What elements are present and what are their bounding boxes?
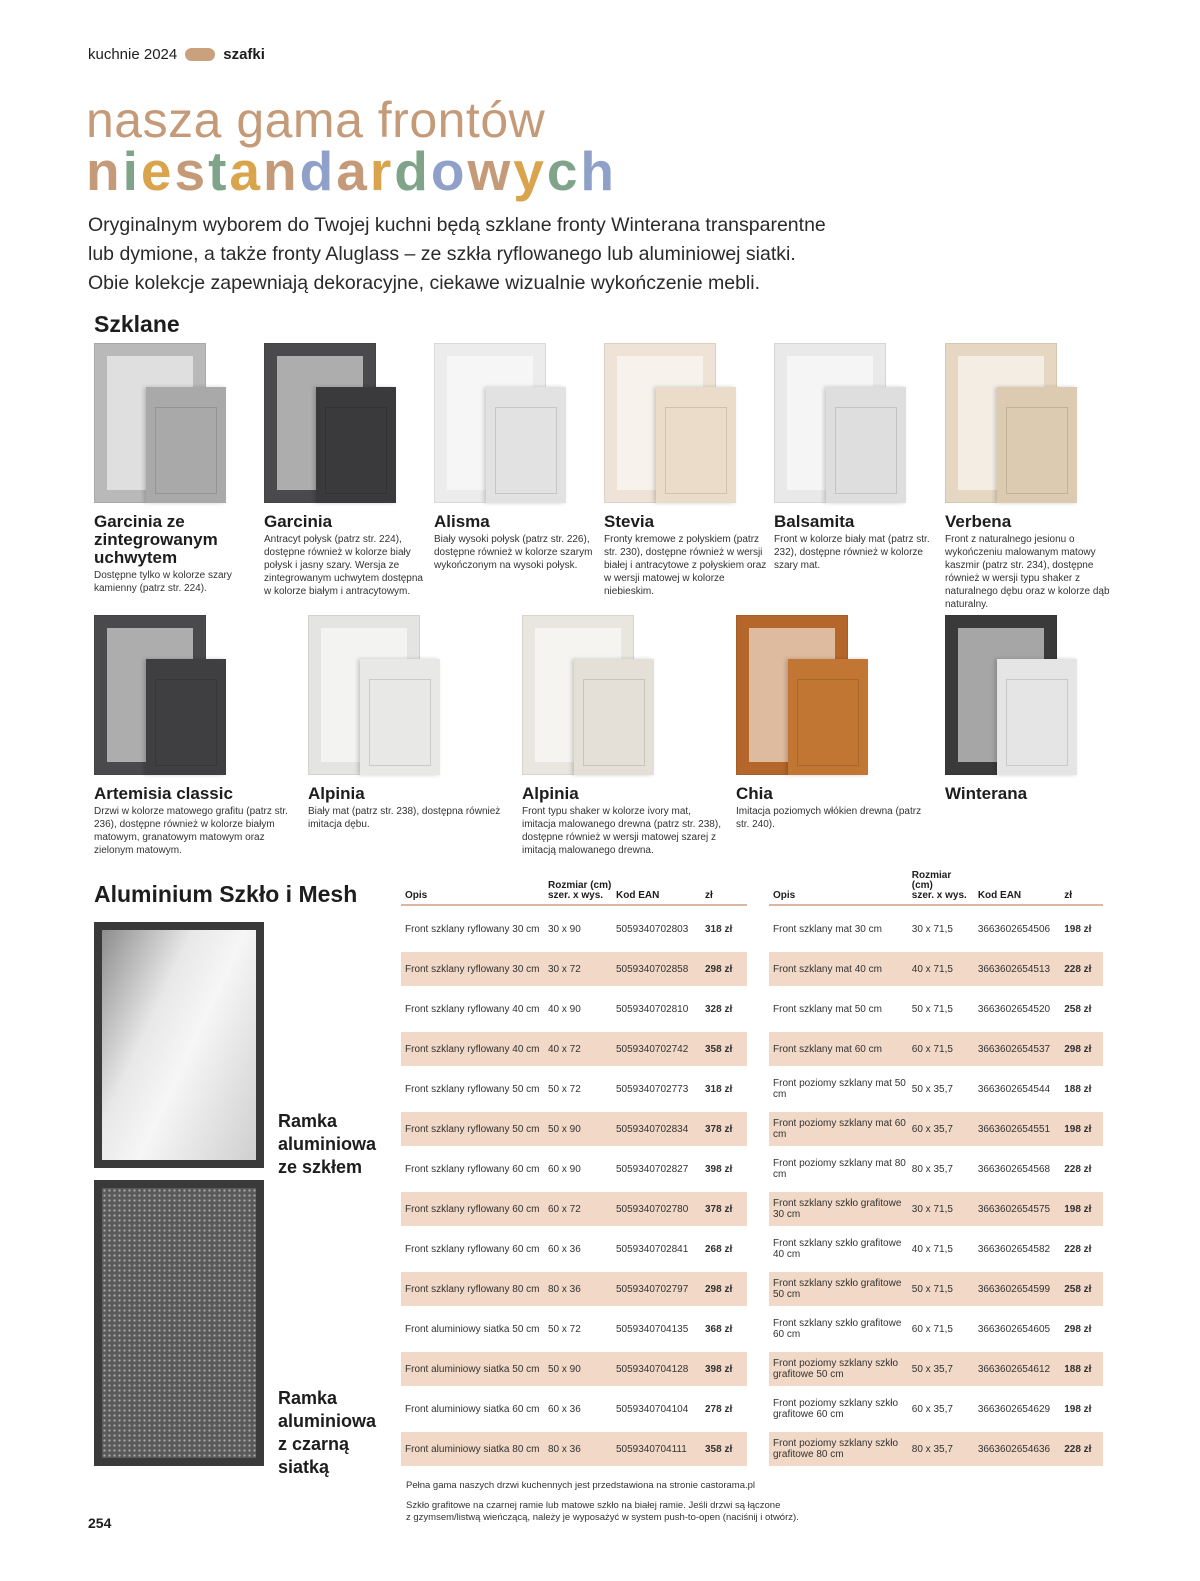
cell-size: 50 x 71,5	[911, 1003, 953, 1015]
cell-opis: Front szklany szkło grafitowe 40 cm	[773, 1238, 902, 1260]
breadcrumb-separator	[185, 48, 215, 61]
cell-price: 228 zł	[1064, 963, 1092, 975]
product-card	[434, 343, 602, 572]
table-row	[769, 1312, 1103, 1346]
product-name: Alpinia	[522, 784, 579, 803]
col-size: Rozmiar (cm) szer. x wys.	[548, 880, 612, 901]
table-row	[769, 1432, 1103, 1466]
table-row	[401, 912, 747, 946]
product-card	[522, 615, 722, 857]
col-ean: Kod EAN	[977, 890, 1022, 901]
price-table-right	[769, 870, 1103, 1466]
cell-price: 368 zł	[705, 1323, 733, 1335]
cell-price: 228 zł	[1064, 1443, 1092, 1455]
cell-size: 30 x 72	[548, 963, 581, 975]
cell-price: 318 zł	[705, 923, 733, 935]
table-row	[401, 992, 747, 1026]
col-price: zł	[705, 890, 713, 901]
product-description: Imitacja poziomych włókien drewna (patrz str. 240).	[736, 806, 922, 830]
product-card	[94, 615, 294, 857]
product-name: Verbena	[945, 512, 1012, 531]
product-image	[434, 343, 602, 505]
product-image	[264, 343, 432, 505]
cell-price: 258 zł	[1064, 1283, 1092, 1295]
cell-price: 188 zł	[1064, 1363, 1092, 1375]
cell-opis: Front szklany mat 30 cm	[773, 923, 882, 935]
title-letter: n	[263, 140, 300, 202]
product-card	[945, 343, 1110, 611]
cell-price: 378 zł	[705, 1203, 733, 1215]
cell-size: 60 x 35,7	[911, 1403, 953, 1415]
page-title-line2	[86, 140, 617, 202]
cell-price: 278 zł	[705, 1403, 733, 1415]
cell-ean: 5059340704135	[616, 1323, 689, 1335]
product-description: Fronty kremowe z połyskiem (patrz str. 230), dostępne również w wersji białej i antracytowe z połyskiem oraz w wersji matowej w kolorze niebieskim.	[604, 534, 767, 597]
product-image	[522, 615, 722, 777]
product-name: Artemisia classic	[94, 784, 233, 803]
product-image	[94, 343, 262, 505]
title-letter: y	[513, 140, 547, 202]
cell-price: 298 zł	[705, 963, 733, 975]
cell-price: 298 zł	[1064, 1043, 1092, 1055]
breadcrumb-section: szafki	[223, 46, 265, 63]
product-image	[945, 615, 1110, 777]
col-ean: Kod EAN	[616, 890, 660, 901]
product-name: Alisma	[434, 512, 490, 531]
cell-size: 50 x 72	[548, 1083, 581, 1095]
table-row	[769, 1112, 1103, 1146]
cell-opis: Front szklany ryflowany 30 cm	[405, 963, 540, 975]
frame-mesh-caption: Ramka aluminiowa z czarną siatką	[278, 1388, 377, 1477]
cell-ean: 3663602654582	[977, 1243, 1051, 1255]
product-card	[945, 615, 1110, 805]
cell-ean: 5059340702780	[616, 1203, 689, 1215]
product-description: Biały wysoki połysk (patrz str. 226), dostępne również w kolorze szarym wykończonym na wysoki połysk.	[434, 534, 593, 571]
cell-size: 60 x 71,5	[911, 1323, 953, 1335]
cell-opis: Front szklany szkło grafitowe 60 cm	[773, 1318, 902, 1340]
cell-opis: Front szklany ryflowany 60 cm	[405, 1163, 540, 1175]
table-row	[401, 1232, 747, 1266]
intro-text	[88, 211, 988, 298]
col-price: zł	[1064, 890, 1072, 901]
cell-ean: 3663602654612	[977, 1363, 1051, 1375]
cell-size: 40 x 90	[548, 1003, 581, 1015]
table-row	[769, 912, 1103, 946]
cell-opis: Front poziomy szklany szkło grafitowe 50 cm	[773, 1358, 899, 1380]
cell-opis: Front szklany ryflowany 40 cm	[405, 1043, 540, 1055]
table-row	[401, 1312, 747, 1346]
title-letter: c	[546, 140, 581, 202]
cell-price: 188 zł	[1064, 1083, 1092, 1095]
cell-size: 80 x 35,7	[911, 1443, 953, 1455]
table-row	[769, 1152, 1103, 1186]
intro-line: Obie kolekcje zapewniają dekoracyjne, ciekawe wizualnie wykończenie mebli.	[88, 272, 761, 294]
cell-opis: Front poziomy szklany mat 80 cm	[773, 1158, 906, 1180]
table-row	[401, 1432, 747, 1466]
cell-price: 398 zł	[705, 1163, 733, 1175]
cell-price: 258 zł	[1064, 1003, 1092, 1015]
frame-mesh-image	[94, 1180, 264, 1466]
cell-opis: Front aluminiowy siatka 60 cm	[405, 1403, 540, 1415]
cell-size: 50 x 35,7	[911, 1083, 953, 1095]
cell-size: 60 x 71,5	[911, 1043, 953, 1055]
cell-price: 198 zł	[1064, 1123, 1092, 1135]
product-card	[774, 343, 942, 572]
cell-price: 198 zł	[1064, 923, 1092, 935]
table-row	[769, 1272, 1103, 1306]
table-header	[769, 870, 1103, 906]
table-row	[769, 952, 1103, 986]
cell-opis: Front szklany mat 50 cm	[773, 1003, 882, 1015]
page-title-line1: nasza gama frontów	[86, 92, 546, 148]
cell-ean: 3663602654629	[977, 1403, 1051, 1415]
cell-opis: Front szklany mat 40 cm	[773, 963, 882, 975]
product-description: Dostępne tylko w kolorze szary kamienny (patrz str. 224).	[94, 570, 232, 594]
title-letter: a	[229, 140, 263, 202]
cell-opis: Front szklany ryflowany 80 cm	[405, 1283, 540, 1295]
cell-size: 60 x 90	[548, 1163, 581, 1175]
cell-size: 60 x 36	[548, 1403, 581, 1415]
product-image	[94, 615, 294, 777]
col-opis: Opis	[773, 890, 796, 901]
cell-size: 80 x 36	[548, 1283, 581, 1295]
cell-size: 30 x 71,5	[911, 1203, 953, 1215]
product-name: Garcinia	[264, 512, 333, 531]
section-title-aluminium: Aluminium Szkło i Mesh	[94, 881, 358, 907]
product-image	[736, 615, 936, 777]
table-row	[769, 1392, 1103, 1426]
cell-price: 318 zł	[705, 1083, 733, 1095]
cell-price: 358 zł	[705, 1443, 733, 1455]
cell-opis: Front szklany mat 60 cm	[773, 1043, 882, 1055]
cell-size: 40 x 72	[548, 1043, 581, 1055]
title-letter: i	[122, 140, 141, 202]
cell-size: 30 x 90	[548, 923, 581, 935]
footnote-2: Szkło grafitowe na czarnej ramie lub matowe szkło na białej ramie. Jeśli drzwi są łączone z gzymsem/listwą wieńczącą, należy je wyposażyć w system push-to-open (naciśnij i otwórz).	[406, 1500, 799, 1523]
title-letter: t	[208, 140, 230, 202]
product-card	[94, 343, 262, 595]
table-row	[401, 1192, 747, 1226]
cell-ean: 3663602654520	[977, 1003, 1051, 1015]
product-description: Drzwi w kolorze matowego grafitu (patrz str. 236), dostępne również w kolorze białym matowym, granatowym matowym oraz zielonym matowym.	[94, 806, 288, 856]
table-row	[401, 1152, 747, 1186]
frame-glass-image	[94, 922, 264, 1168]
cell-ean: 3663602654551	[977, 1123, 1051, 1135]
table-row	[401, 952, 747, 986]
breadcrumb	[88, 46, 265, 63]
product-name: Balsamita	[774, 512, 855, 531]
product-image	[774, 343, 942, 505]
cell-opis: Front poziomy szklany mat 60 cm	[773, 1118, 906, 1140]
section-title-szklane: Szklane	[94, 311, 180, 337]
product-description: Front typu shaker w kolorze ivory mat, imitacja malowanego drewna (patrz str. 238), dostępne również w wersji matowej szarej z imitacją malowanego drewna.	[522, 806, 721, 856]
cell-size: 80 x 35,7	[911, 1163, 953, 1175]
cell-opis: Front szklany ryflowany 30 cm	[405, 923, 540, 935]
cell-size: 50 x 71,5	[911, 1283, 953, 1295]
cell-opis: Front szklany szkło grafitowe 30 cm	[773, 1198, 902, 1220]
cell-ean: 3663602654575	[977, 1203, 1051, 1215]
product-description: Biały mat (patrz str. 238), dostępna również imitacja dębu.	[308, 806, 501, 830]
cell-size: 40 x 71,5	[911, 963, 953, 975]
product-description: Antracyt połysk (patrz str. 224), dostępne również w kolorze biały połysk i jasny szary. Wersja ze zintegrowanym uchwytem dostępna w kolorze białym i antracytowym.	[264, 534, 423, 597]
title-letter: n	[86, 140, 123, 202]
table-header	[401, 876, 747, 906]
col-size: Rozmiar (cm) szer. x wys.	[911, 870, 967, 901]
title-letter: r	[369, 140, 395, 202]
title-letter: o	[430, 140, 468, 202]
cell-ean: 3663602654513	[977, 963, 1051, 975]
table-row	[401, 1272, 747, 1306]
product-name: Stevia	[604, 512, 655, 531]
cell-size: 40 x 71,5	[911, 1243, 953, 1255]
cell-price: 198 zł	[1064, 1403, 1092, 1415]
cell-ean: 5059340702858	[616, 963, 689, 975]
product-card	[264, 343, 432, 598]
table-row	[401, 1352, 747, 1386]
cell-size: 50 x 72	[548, 1323, 581, 1335]
cell-ean: 5059340702827	[616, 1163, 689, 1175]
product-card	[308, 615, 508, 831]
cell-price: 378 zł	[705, 1123, 733, 1135]
cell-size: 50 x 90	[548, 1363, 581, 1375]
cell-ean: 5059340702803	[616, 923, 689, 935]
table-row	[401, 1032, 747, 1066]
cell-ean: 3663602654537	[977, 1043, 1051, 1055]
cell-price: 298 zł	[705, 1283, 733, 1295]
cell-price: 268 zł	[705, 1243, 733, 1255]
cell-opis: Front aluminiowy siatka 50 cm	[405, 1323, 540, 1335]
cell-price: 358 zł	[705, 1043, 733, 1055]
title-letter: d	[299, 140, 337, 202]
title-letter: d	[394, 140, 431, 202]
cell-price: 398 zł	[705, 1363, 733, 1375]
cell-ean: 3663602654636	[977, 1443, 1051, 1455]
table-row	[401, 1112, 747, 1146]
cell-price: 228 zł	[1064, 1163, 1092, 1175]
cell-ean: 5059340702841	[616, 1243, 689, 1255]
cell-price: 298 zł	[1064, 1323, 1092, 1335]
cell-size: 50 x 35,7	[911, 1363, 953, 1375]
title-letter: e	[140, 140, 175, 202]
table-row	[769, 1352, 1103, 1386]
title-letter: w	[467, 140, 514, 202]
product-image	[945, 343, 1110, 505]
cell-opis: Front szklany ryflowany 50 cm	[405, 1083, 540, 1095]
cell-ean: 5059340704111	[616, 1443, 687, 1455]
table-row	[769, 1072, 1103, 1106]
cell-price: 328 zł	[705, 1003, 733, 1015]
cell-ean: 5059340702742	[616, 1043, 689, 1055]
table-row	[769, 1032, 1103, 1066]
footnote-1: Pełna gama naszych drzwi kuchennych jest przedstawiona na stronie castorama.pl	[406, 1480, 756, 1491]
table-row	[401, 1072, 747, 1106]
cell-ean: 3663602654568	[977, 1163, 1051, 1175]
cell-size: 60 x 36	[548, 1243, 581, 1255]
product-card	[736, 615, 936, 831]
cell-ean: 5059340702810	[616, 1003, 689, 1015]
cell-ean: 5059340704104	[616, 1403, 689, 1415]
cell-size: 30 x 71,5	[911, 923, 953, 935]
cell-ean: 5059340704128	[616, 1363, 689, 1375]
cell-opis: Front szklany ryflowany 40 cm	[405, 1003, 540, 1015]
cell-ean: 5059340702834	[616, 1123, 689, 1135]
cell-opis: Front aluminiowy siatka 50 cm	[405, 1363, 540, 1375]
product-card	[604, 343, 772, 598]
cell-opis: Front szklany szkło grafitowe 50 cm	[773, 1278, 902, 1300]
cell-opis: Front szklany ryflowany 60 cm	[405, 1243, 540, 1255]
cell-ean: 3663602654506	[977, 923, 1051, 935]
cell-ean: 5059340702797	[616, 1283, 689, 1295]
product-description: Front w kolorze biały mat (patrz str. 232), dostępne również w kolorze szary mat.	[774, 534, 930, 571]
cell-ean: 3663602654599	[977, 1283, 1051, 1295]
cell-size: 60 x 35,7	[911, 1123, 953, 1135]
title-letter: a	[336, 140, 370, 202]
product-name: Garcinia ze zintegrowanym uchwytem	[94, 512, 218, 567]
cell-ean: 3663602654544	[977, 1083, 1051, 1095]
frame-glass-caption: Ramka aluminiowa ze szkłem	[278, 1111, 377, 1177]
table-row	[769, 1192, 1103, 1226]
cell-size: 80 x 36	[548, 1443, 581, 1455]
cell-price: 198 zł	[1064, 1203, 1092, 1215]
product-name: Alpinia	[308, 784, 365, 803]
col-opis: Opis	[405, 890, 428, 901]
cell-size: 60 x 72	[548, 1203, 581, 1215]
product-name: Winterana	[945, 784, 1028, 803]
table-row	[769, 1232, 1103, 1266]
product-image	[604, 343, 772, 505]
cell-price: 228 zł	[1064, 1243, 1092, 1255]
cell-size: 50 x 90	[548, 1123, 581, 1135]
cell-ean: 5059340702773	[616, 1083, 689, 1095]
page-number: 254	[88, 1515, 112, 1531]
breadcrumb-main: kuchnie 2024	[88, 46, 178, 63]
product-description: Front z naturalnego jesionu o wykończeniu malowanym matowy kaszmir (patrz str. 234), dostępne również w wersji typu shaker z naturalnego dębu oraz w kolorze dąb naturalny.	[945, 534, 1110, 610]
price-table-left	[401, 876, 747, 1466]
title-letter: h	[580, 140, 618, 202]
cell-opis: Front szklany ryflowany 50 cm	[405, 1123, 540, 1135]
table-row	[401, 1392, 747, 1426]
cell-ean: 3663602654605	[977, 1323, 1051, 1335]
product-image	[308, 615, 508, 777]
cell-opis: Front poziomy szklany mat 50 cm	[773, 1078, 906, 1100]
cell-opis: Front aluminiowy siatka 80 cm	[405, 1443, 540, 1455]
title-letter: s	[174, 140, 209, 202]
cell-opis: Front szklany ryflowany 60 cm	[405, 1203, 540, 1215]
intro-line: Oryginalnym wyborem do Twojej kuchni będą szklane fronty Winterana transparentne	[88, 214, 826, 236]
cell-opis: Front poziomy szklany szkło grafitowe 80 cm	[773, 1438, 899, 1460]
product-name: Chia	[736, 784, 773, 803]
table-row	[769, 992, 1103, 1026]
cell-opis: Front poziomy szklany szkło grafitowe 60 cm	[773, 1398, 899, 1420]
intro-line: lub dymione, a także fronty Aluglass – ze szkła ryflowanego lub aluminiowej siatki.	[88, 243, 796, 265]
